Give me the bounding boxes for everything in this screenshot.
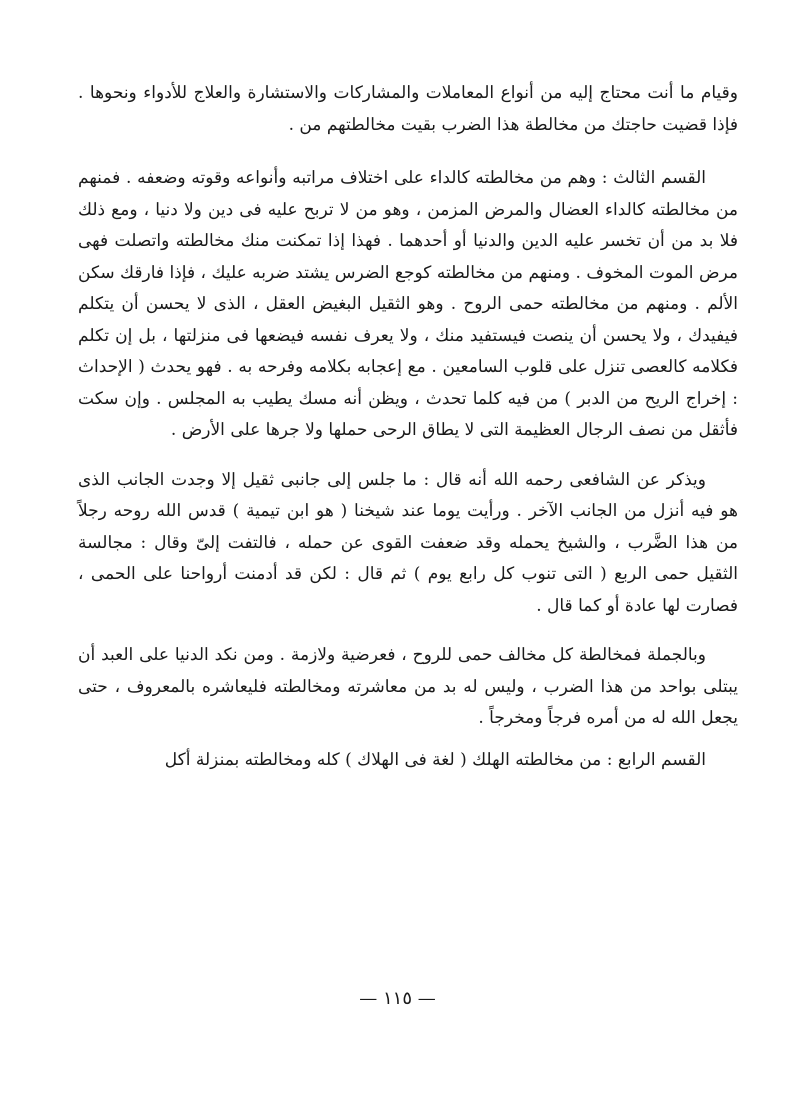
paragraph-1: وقيام ما أنت محتاج إليه من أنواع المعاملات والمشاركات والاستشارة والعلاج للأدواء ونحوها . فإذا قضيت حاجتك من مخالطة هذا الضرب بقيت مخالطتهم من .	[78, 83, 738, 135]
page-body	[78, 78, 738, 776]
page-number: — ١١٥ —	[359, 988, 436, 1009]
paragraph-2: القسم الثالث : وهم من مخالطته كالداء على اختلاف مراتبه وأنواعه وقوته وضعفه . فمنهم من مخالطته كالداء العضال والمرض المزمن ، وهو من لا تربح عليه فى دين ولا دنيا ، ومع ذلك فلا بد من أن تخسر عليه الدين والدنيا أو أحدهما . فهذا إذا تمكنت منك مخالطته واتصلت فهى مرض الموت المخوف . ومنهم من مخالطته كوجع الضرس يشتد ضربه عليك ، فإذا فارقك سكن الألم . ومنهم من مخالطته حمى الروح . وهو الثقيل البغيض العقل ، الذى لا يحسن أن يتكلم فيفيدك ، ولا يحسن أن ينصت فيستفيد منك ، ولا يعرف نفسه فيضعها فى منزلتها ، بل إن تكلم فكلامه كالعصى تنزل على قلوب السامعين . مع إعجابه بكلامه وفرحه به . فهو يحدث ( الإحداث : إخراج الريح من الدبر ) من فيه كلما تحدث ، ويظن أنه مسك يطيب به المجلس . وإن سكت فأثقل من نصف الرجال العظيمة التى لا يطاق الرحى حملها ولا جرها على الأرض .	[78, 168, 738, 440]
paragraph-3: ويذكر عن الشافعى رحمه الله أنه قال : ما جلس إلى جانبى ثقيل إلا وجدت الجانب الذى هو فيه أنزل من الجانب الآخر . ورأيت يوما عند شيخنا ( هو ابن تيمية ) قدس الله روحه رجلاً من هذا الضَّرب ، والشيخ يحمله وقد ضعفت القوى عن حمله ، فالتفت إلىّ وقال : مجالسة الثقيل حمى الربع ( التى تنوب كل رابع يوم ) ثم قال : لكن قد أدمنت أرواحنا على الحمى ، فصارت لها عادة أو كما قال .	[78, 469, 738, 616]
paragraph-gap	[78, 735, 738, 745]
paragraph-gap	[78, 447, 738, 465]
paragraph-gap	[78, 622, 738, 640]
paragraph-4: وبالجملة فمخالطة كل مخالف حمى للروح ، فعرضية ولازمة . ومن نكد الدنيا على العبد أن يبتلى بواحد من هذا الضرب ، وليس له بد من معاشرته ومخالطته فليعاشره بالمعروف ، حتى يجعل الله له من أمره فرجاً ومخرجاً .	[78, 645, 738, 728]
paragraph-gap	[78, 141, 738, 163]
paragraph-5: القسم الرابع : من مخالطته الهلك ( لغة فى الهلاك ) كله ومخالطته بمنزلة أكل	[164, 749, 706, 770]
